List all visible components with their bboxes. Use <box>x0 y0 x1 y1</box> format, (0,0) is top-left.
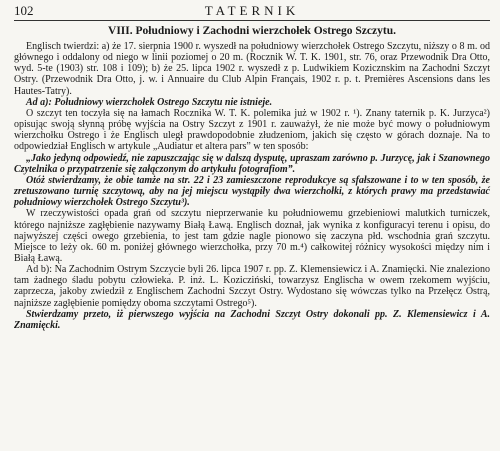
paragraph-1: Englisch twierdzi: a) że 17. sierpnia 1900 r. wyszedł na południowy wierzchołek Ostrego Szczytu, niższy o 8 m. od głównego i oddalony od niego w linii poziomej o 20 m. (Rocznik W. T. K. 1901, str. 76, oraz Przewodnik Dra Otto, wyd. 5-te (1903) str. 108 i 109); b) że 25. lipca 1902 r. wyszedł z p. Ludwikiem Kozicznskim na Zachodni Szczyt Ostry. (Przewodnik Dra Otto, j. w. i Annuaire du Club Alpin Français, 1902 r. p. t. Premières Ascensions dans les Hautes-Tatry). <box>14 41 490 97</box>
paragraph-3: O szczyt ten toczyła się na łamach Rocznika W. T. K. polemika już w 1902 r. ¹). Znany taternik p. K. Jurzyca²) opisując swoją słynną próbę wyjścia na Ostry Szczyt z 1901 r. zauważył, że nie może być mowy o południowym wierzchołku Ostrego i że Englisch uległ prawdopodobnie złudzeniom, jakich się często w górach doznaje. Na to odpowiedział Englisch w artykule „Audiatur et altera pars” w ten sposób: <box>14 107 490 153</box>
paragraph-8: Stwierdzamy przeto, iż pierwszego wyjścia na Zachodni Szczyt Ostry dokonali pp. Z. Klemensiewicz i A. Znamięcki. <box>14 308 490 331</box>
paragraph-5: Otóż stwierdzamy, że obie tamże na str. 22 i 23 zamieszczone reprodukcye są sfałszowane i to w ten sposób, że zretuszowano turnię szczytową, aby na jej miejscu wystąpiły dwa wierzchołki, z których prawy ma przedstawiać południowy wierzchołek Ostrego Szczytu³). <box>14 174 490 209</box>
page-header <box>14 0 490 21</box>
paragraph-7: Ad b): Na Zachodnim Ostrym Szczycie byli 26. lipca 1907 r. pp. Z. Klemensiewicz i A. Znamięcki. Nie znaleziono tam żadnego śladu pobytu człowieka. P. inż. L. Kozicziński, towarzysz Englischa w owem rzekomem wyjściu, zaprzecza, jakoby zwiedził z Englischem Zachodni Szczyt Ostry. Wydostano się wówczas tylko na Przełęcz Ostrą, najniższe zagłębienie pomiędzy oboma szczytami Ostrego⁵). <box>14 264 490 309</box>
running-title: TATERNIK <box>204 3 300 18</box>
page-number: 102 <box>14 3 34 18</box>
paragraph-2: Ad a): Południowy wierzchołek Ostrego Szczytu nie istnieje. <box>26 96 273 108</box>
paragraph-6: W rzeczywistości opada grań od szczytu nieprzerwanie ku południowemu grzebieniowi malutkich turniczek, którego najniższe zagłębienie nazywamy Białą Ławą. Englisch doznał, jak wynika z konfiguracyi terenu i opisu, do najwyższej części owego grzebienia, to jest tam gdzie nagle pionowo się zaczyna płd. wschodnia grań szczytu. Miejsce to leży ok. 60 m. poniżej głównego wierzchołka, przy 70 m.⁴) całkowitej różnicy wysokości między nim i Białą Ławą. <box>14 208 490 264</box>
section-title: VIII. Południowy i Zachodni wierzchołek Ostrego Szczytu. <box>108 25 396 37</box>
paragraph-4: „Jako jedyną odpowiedź, nie zapuszczając się w dalszą dysputę, upraszam zarówno p. Jurzycę, jak i Szanownego Czytelnika o przypatrzenie się załączonym do artykułu fotografiom”. <box>14 152 490 175</box>
